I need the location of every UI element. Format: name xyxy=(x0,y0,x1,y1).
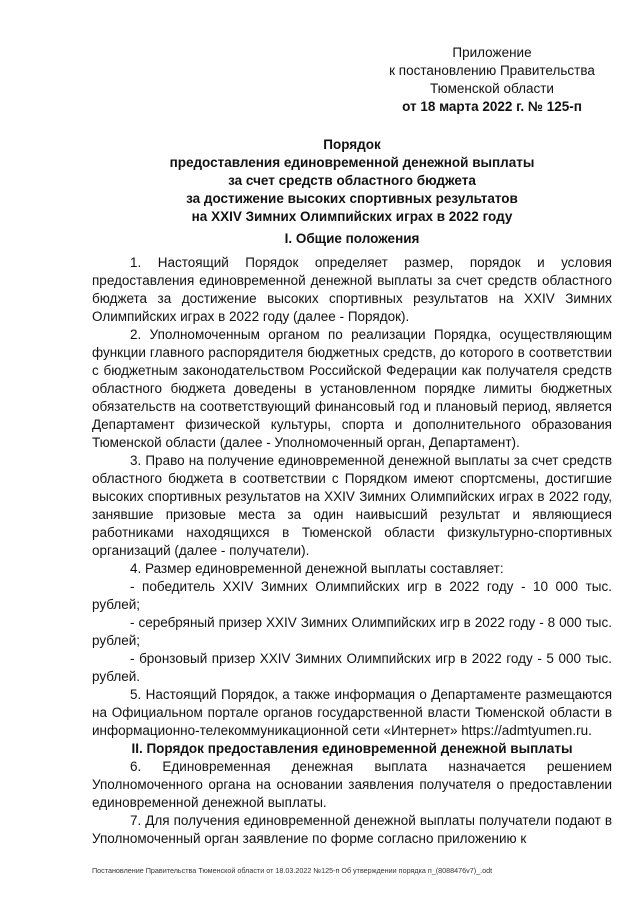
appendix-line-2: к постановлению Правительства xyxy=(389,63,595,78)
paragraph-4-item-silver: - серебряный призер XXIV Зимних Олимпийских игр в 2022 году - 8 000 тыс. рублей; xyxy=(92,615,612,648)
title-line-5: на XXIV Зимних Олимпийских играх в 2022 году xyxy=(191,209,513,224)
appendix-line-3: Тюменской области xyxy=(430,81,554,96)
paragraph-6: 6. Единовременная денежная выплата назначается решением Уполномоченного органа на основании заявления получателя о предоставлении единовременной денежной выплаты. xyxy=(92,759,612,810)
paragraph-5: 5. Настоящий Порядок, а также информация о Департаменте размещаются на Официальном портале органов государственной власти Тюменской области в информационно-телекоммуникационной сети «Интернет» https://admtyumen.ru. xyxy=(92,687,612,738)
title-line-4: за достижение высоких спортивных результатов xyxy=(186,191,518,206)
title-line-1: Порядок xyxy=(323,137,381,152)
section-heading-1: I. Общие положения xyxy=(284,231,420,246)
appendix-date: от 18 марта 2022 г. № 125-п xyxy=(402,99,582,114)
title-line-2: предоставления единовременной денежной выплаты xyxy=(169,155,535,170)
paragraph-7: 7. Для получения единовременной денежной выплаты получатели подают в Уполномоченный орган заявление по форме согласно приложению к xyxy=(92,813,612,846)
document-footer: Постановление Правительства Тюменской области от 18.03.2022 №125-п Об утверждении порядка п_(8088476v7)_.odt xyxy=(92,866,493,875)
appendix-line-1: Приложение xyxy=(452,45,532,60)
paragraph-4-item-bronze: - бронзовый призер XXIV Зимних Олимпийских игр в 2022 году - 5 000 тыс. рублей. xyxy=(92,651,612,684)
title-line-3: за счет средств областного бюджета xyxy=(228,173,476,188)
paragraph-4-item-winner: - победитель XXIV Зимних Олимпийских игр в 2022 году - 10 000 тыс. рублей; xyxy=(92,579,612,612)
document-title xyxy=(92,136,612,226)
paragraph-4: 4. Размер единовременной денежной выплаты составляет: xyxy=(130,561,504,576)
paragraph-2: 2. Уполномоченным органом по реализации Порядка, осуществляющим функции главного распорядителя бюджетных средств, до которого в соответствии с бюджетным законодательством Российской Федерации как получателя средств областного бюджета доведены в установленном порядке лимиты бюджетных обязательств на соответствующий финансовый год и плановый период, является Департамент физической культуры, спорта и дополнительного образования Тюменской области (далее - Уполномоченный орган, Департамент). xyxy=(92,327,612,450)
paragraph-3: 3. Право на получение единовременной денежной выплаты за счет средств областного бюджета в соответствии с Порядком имеют спортсмены, достигшие высоких спортивных результатов на XXIV Зимних Олимпийских играх в 2022 году, занявшие призовые места за один наивысший результат и являющиеся работниками находящихся в Тюменской области физкультурно-спортивных организаций (далее - получатели). xyxy=(92,453,612,558)
appendix-header xyxy=(372,44,612,116)
paragraph-1: 1. Настоящий Порядок определяет размер, порядок и условия предоставления единовременной денежной выплаты за счет средств областного бюджета за достижение высоких спортивных результатов на XXIV Зимних Олимпийских играх в 2022 году (далее - Порядок). xyxy=(92,255,612,324)
section-heading-2: II. Порядок предоставления единовременной денежной выплаты xyxy=(131,741,573,756)
document-body xyxy=(92,254,612,848)
